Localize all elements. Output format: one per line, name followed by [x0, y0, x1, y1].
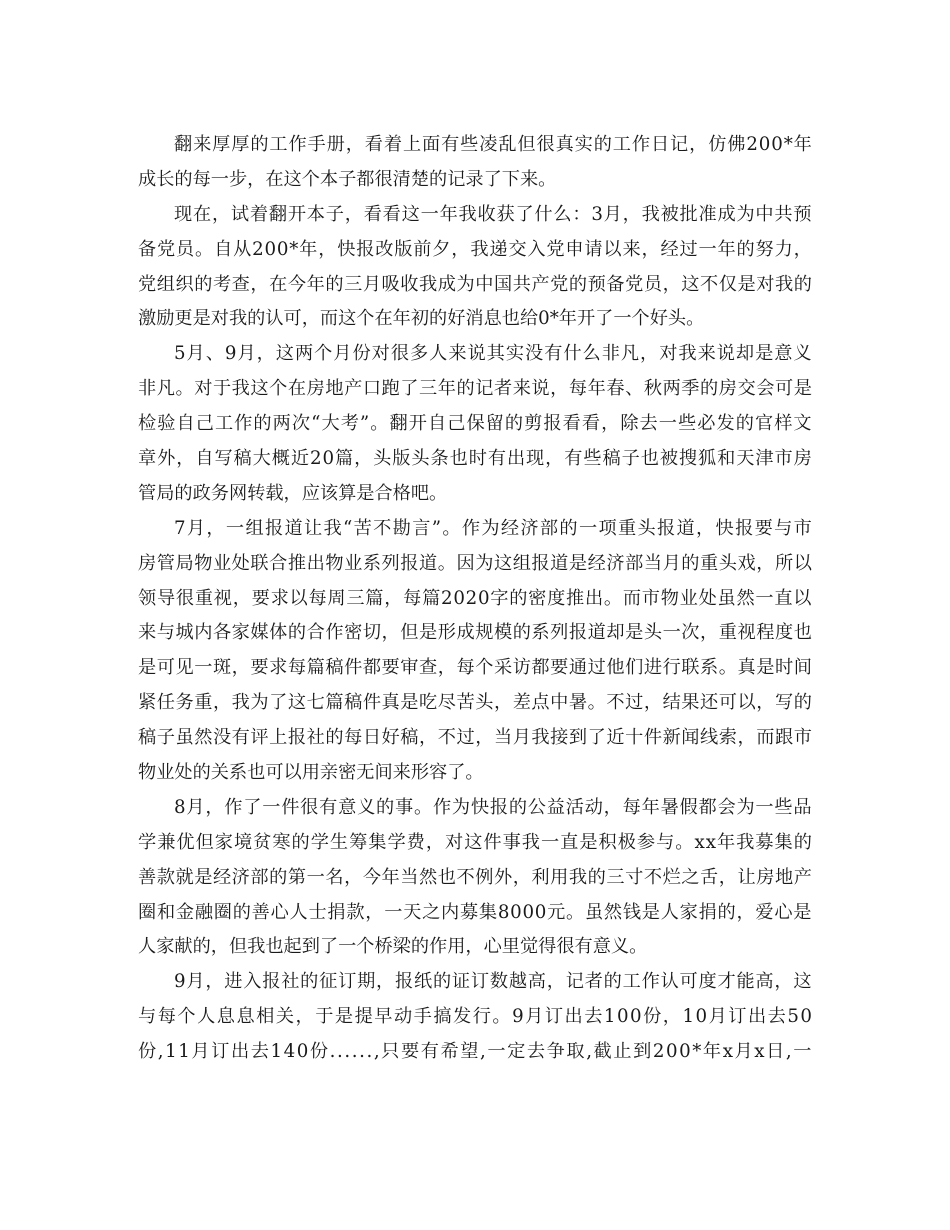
text-line-content: 成长的每一步，在这个本子都很清楚的记录了下来。	[138, 168, 557, 190]
text-line: 来 与 城 内 各 家 媒 体 的 合 作 密 切 ， 但 是 形 成 规 模 的 系 列 报 道 却 是 头 一 次 ， 重 视 程 度 也	[138, 622, 812, 644]
text-line: 学 兼 优 但 家 境 贫 寒 的 学 生 筹 集 学 费 ， 对 这 件 事 我 一 直 是 积 极 参 与 。 x x 年 我 募 集 的	[138, 831, 812, 853]
text-line: 8 月 ， 作 了 一 件 很 有 意 义 的 事 。 作 为 快 报 的 公 益 活 动 ， 每 年 暑 假 都 会 为 一 些 品	[174, 796, 812, 818]
text-line: 5 月 、 9 月 ， 这 两 个 月 份 对 很 多 人 来 说 其 实 没 有 什 么 非 凡 ， 对 我 来 说 却 是 意 义	[174, 343, 812, 365]
text-line: 份 , 1 1 月 订 出 去 1 4 0 份 . . . . . . , 只 要 有 希 望 , 一 定 去 争 取 , 截 止 到 2 0 0 * 年 x 月 x 日 , 一	[138, 1041, 812, 1063]
text-line: 检 验 自 己 工 作 的 两 次 “ 大 考 ” 。 翻 开 自 己 保 留 的 剪 报 看 看 ， 除 去 一 些 必 发 的 官 样 文	[138, 413, 812, 435]
text-line-content: 物业处的关系也可以用亲密无间来形容了。	[138, 762, 484, 784]
text-line: 善 款 就 是 经 济 部 的 第 一 名 ， 今 年 当 然 也 不 例 外 ， 利 用 我 的 三 寸 不 烂 之 舌 ， 让 房 地 产	[138, 866, 812, 888]
text-line: 稿 子 虽 然 没 有 评 上 报 社 的 每 日 好 稿 ， 不 过 ， 当 月 我 接 到 了 近 十 件 新 闻 线 索 ， 而 跟 市	[138, 727, 812, 749]
text-line: 房 管 局 物 业 处 联 合 推 出 物 业 系 列 报 道 。 因 为 这 组 报 道 是 经 济 部 当 月 的 重 头 戏 ， 所 以	[138, 552, 812, 574]
text-line: 备 党 员 。 自 从 2 0 0 * 年 ， 快 报 改 版 前 夕 ， 我 递 交 入 党 申 请 以 来 ， 经 过 一 年 的 努 力 ，	[138, 238, 812, 260]
text-line	[138, 930, 812, 965]
text-line: 与 每 个 人 息 息 相 关 ， 于 是 提 早 动 手 搞 发 行 。 9 月 订 出 去 1 0 0 份 ， 1 0 月 订 出 去 5 0	[138, 1006, 812, 1028]
text-line-content: 人家献的，但我也起到了一个桥梁的作用，心里觉得很有意义。	[138, 936, 648, 958]
text-line	[138, 756, 812, 791]
document-body	[138, 128, 812, 1070]
text-line: 是 可 见 一 斑 ， 要 求 每 篇 稿 件 都 要 审 查 ， 每 个 采 访 都 要 通 过 他 们 进 行 联 系 。 真 是 时 间	[138, 657, 812, 679]
text-line: 7 月 ， 一 组 报 道 让 我 “ 苦 不 勘 言 ” 。 作 为 经 济 部 的 一 项 重 头 报 道 ， 快 报 要 与 市	[174, 517, 812, 539]
text-line: 现 在 ， 试 着 翻 开 本 子 ， 看 看 这 一 年 我 收 获 了 什 么 ： 3 月 ， 我 被 批 准 成 为 中 共 预	[174, 203, 812, 225]
text-line: 9 月 ， 进 入 报 社 的 征 订 期 ， 报 纸 的 证 订 数 越 高 ， 记 者 的 工 作 认 可 度 才 能 高 ， 这	[174, 971, 812, 993]
text-line: 党 组 织 的 考 查 ， 在 今 年 的 三 月 吸 收 我 成 为 中 国 共 产 党 的 预 备 党 员 ， 这 不 仅 是 对 我 的	[138, 273, 812, 295]
text-line: 非 凡 。 对 于 我 这 个 在 房 地 产 口 跑 了 三 年 的 记 者 来 说 ， 每 年 春 、 秋 两 季 的 房 交 会 可 是	[138, 378, 812, 400]
text-line	[138, 163, 812, 198]
text-line: 领 导 很 重 视 ， 要 求 以 每 周 三 篇 ， 每 篇 2 0 2 0 字 的 密 度 推 出 。 而 市 物 业 处 虽 然 一 直 以	[138, 587, 812, 609]
text-line-content: 激励更是对我的认可，而这个在年初的好消息也给0*年开了一个好头。	[138, 308, 705, 330]
text-line: 翻 来 厚 厚 的 工 作 手 册 ， 看 着 上 面 有 些 凌 乱 但 很 真 实 的 工 作 日 记 ， 仿 佛 2 0 0 * 年	[174, 134, 812, 155]
text-line: 章 外 ， 自 写 稿 大 概 近 2 0 篇 ， 头 版 头 条 也 时 有 出 现 ， 有 些 稿 子 也 被 搜 狐 和 天 津 市 房	[138, 448, 812, 470]
text-line: 紧 任 务 重 ， 我 为 了 这 七 篇 稿 件 真 是 吃 尽 苦 头 ， 差 点 中 暑 。 不 过 ， 结 果 还 可 以 ， 写 的	[138, 692, 812, 714]
text-line-content: 管局的政务网转载，应该算是合格吧。	[138, 482, 448, 504]
text-line	[138, 302, 812, 337]
text-line	[138, 477, 812, 512]
text-line: 圈 和 金 融 圈 的 善 心 人 士 捐 款 ， 一 天 之 内 募 集 8 0 0 0 元 。 虽 然 钱 是 人 家 捐 的 ， 爱 心 是	[138, 901, 812, 923]
